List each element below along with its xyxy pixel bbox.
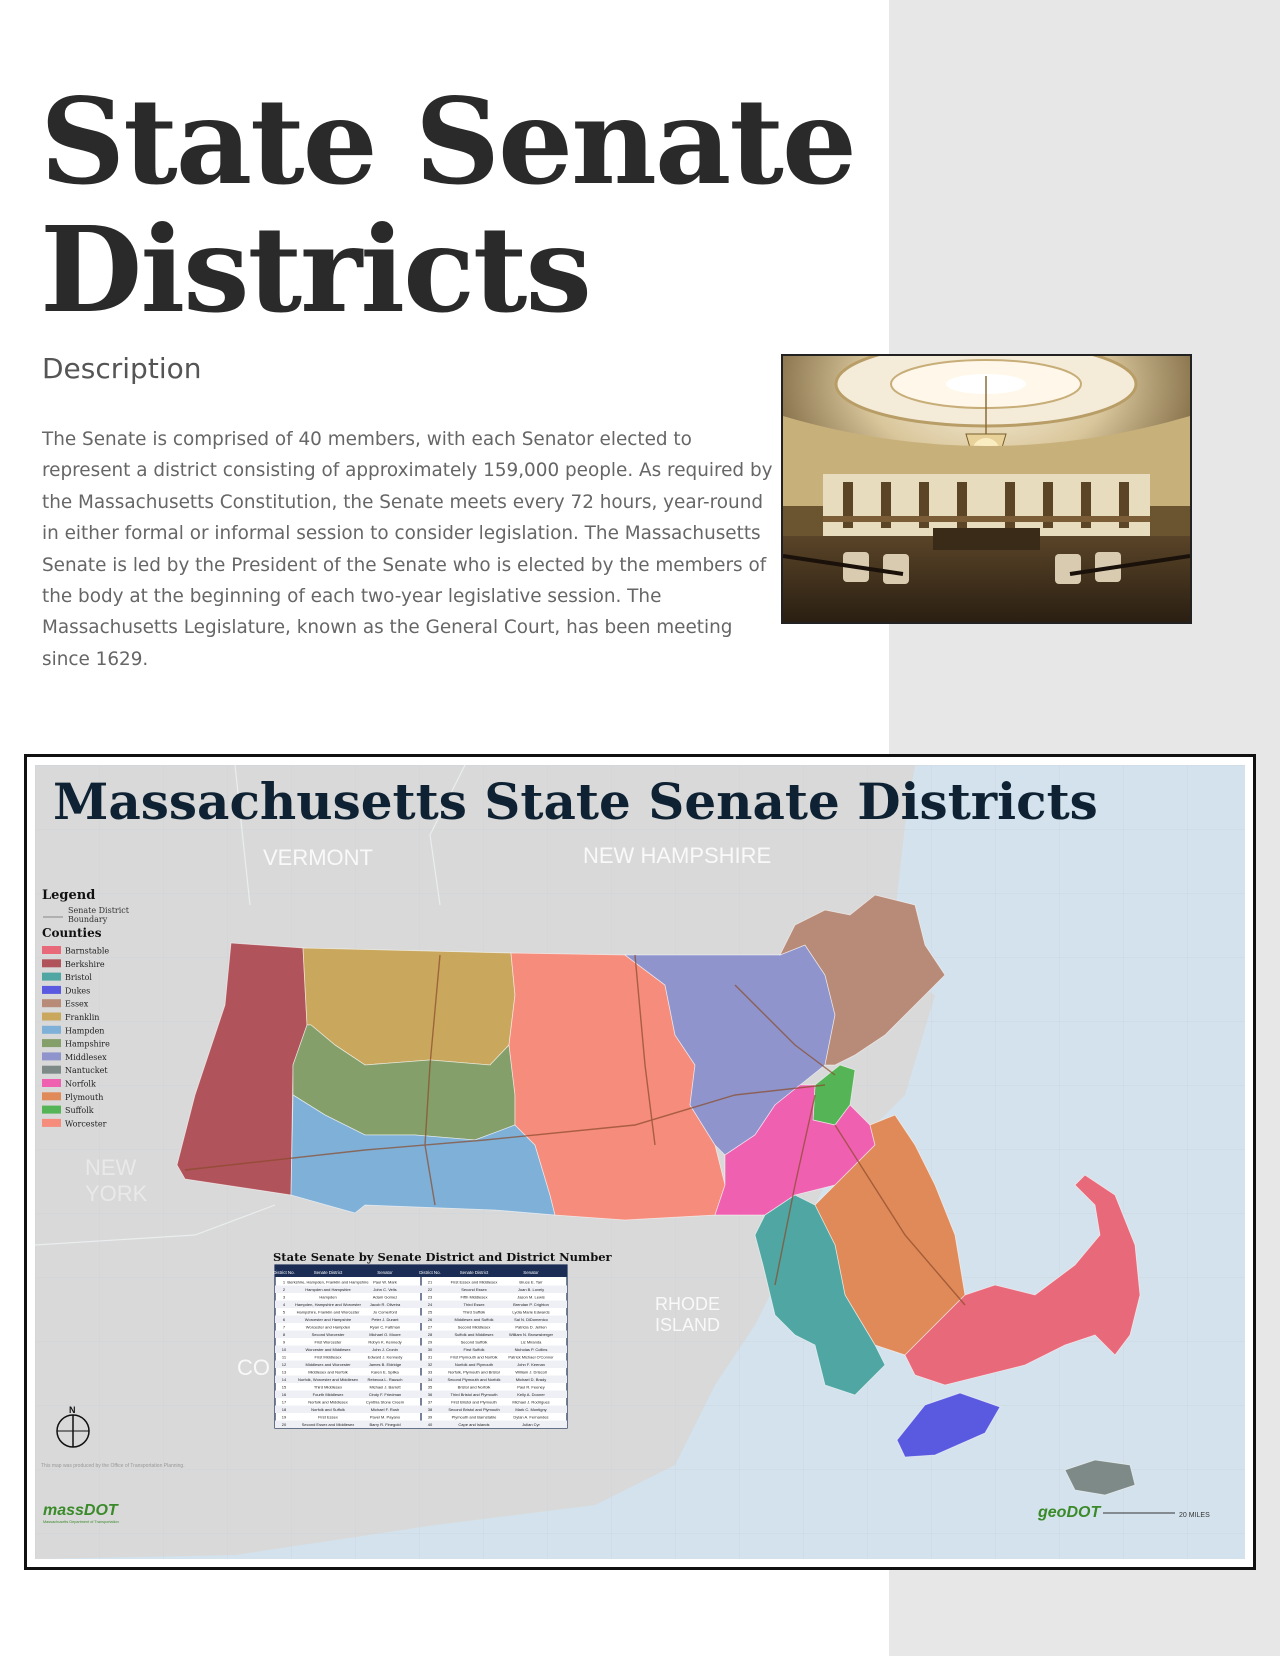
table-cell: Middlesex and Norfolk (308, 1369, 348, 1375)
table-cell: Edward J. Kennedy (367, 1354, 403, 1360)
legend-county-label: Norfolk (65, 1079, 96, 1089)
label-new-hampshire: NEW HAMPSHIRE (583, 843, 772, 868)
table-cell: Third Suffolk (462, 1309, 486, 1315)
table-cell: James B. Eldridge (368, 1362, 402, 1367)
label-rhode-island-2: ISLAND (655, 1315, 721, 1335)
north-label: N (69, 1405, 76, 1415)
table-cell: Bruce E. Tarr (519, 1279, 543, 1285)
table-cell: Ryan C. Fattman (369, 1324, 401, 1330)
table-cell: Brendan P. Crighton (513, 1302, 549, 1307)
table-cell: 27 (427, 1324, 433, 1330)
legend-county-label: Franklin (65, 1013, 100, 1022)
table-cell: Michael F. Rush (370, 1407, 400, 1412)
table-cell: Worcester and Hampden (305, 1324, 351, 1330)
table-cell: 2 (282, 1287, 286, 1292)
table-cell: Third Middlesex (313, 1384, 343, 1390)
table-cell: 6 (282, 1317, 286, 1322)
table-cell: Norfolk and Suffolk (311, 1407, 345, 1412)
senate-chamber-photo (781, 354, 1192, 624)
legend-swatch (42, 1079, 61, 1087)
table-cell: 12 (281, 1362, 287, 1367)
table-cell: Patricia D. Jehlen (515, 1324, 547, 1330)
table-cell: William N. Brownsberger (508, 1332, 554, 1337)
table-cell: First Middlesex (314, 1354, 342, 1360)
table-cell: 22 (427, 1287, 433, 1292)
table-header: Senator (523, 1270, 539, 1275)
table-cell: Berkshire, Hampden, Franklin and Hampshire (287, 1279, 369, 1285)
table-cell: Michael D. Brady (515, 1377, 547, 1382)
table-cell: 10 (281, 1347, 287, 1352)
table-cell: 37 (427, 1399, 433, 1405)
table-cell: Second Bristol and Plymouth (448, 1407, 500, 1412)
legend-swatch (42, 973, 61, 981)
table-cell: First Bristol and Plymouth (451, 1399, 497, 1405)
table-cell: Liz Miranda (520, 1339, 542, 1345)
legend-swatch (42, 946, 61, 954)
table-cell: Bristol and Norfolk (457, 1384, 491, 1390)
label-rhode-island-1: RHODE (655, 1294, 721, 1314)
legend-boundary-1: Senate District (68, 906, 129, 915)
table-cell: Jason M. Lewis (517, 1294, 545, 1300)
label-vermont: VERMONT (263, 845, 373, 870)
table-cell: Karen E. Spilka (371, 1369, 399, 1375)
legend-county-label: Barnstable (65, 946, 110, 956)
massdot-subtitle: Massachusetts Department of Transportation (43, 1520, 119, 1524)
table-cell: Cynthia Stone Creem (365, 1399, 405, 1405)
senate-table (273, 1250, 613, 1428)
table-cell: Cindy F. Friedman (368, 1392, 402, 1397)
table-cell: 11 (281, 1354, 287, 1360)
table-cell: Mark C. Montigny (515, 1407, 547, 1412)
table-cell: First Worcester (314, 1339, 342, 1345)
table-cell: 34 (427, 1377, 433, 1382)
table-cell: First Essex (318, 1414, 338, 1420)
table-cell: 8 (282, 1332, 286, 1337)
table-cell: Fourth Middlesex (312, 1392, 344, 1397)
legend-swatch (42, 1052, 61, 1060)
table-cell: Pavel M. Payano (369, 1414, 401, 1420)
table-cell: Michael O. Moore (369, 1332, 401, 1337)
table-cell: Second Essex (461, 1287, 487, 1292)
table-cell: 26 (427, 1317, 433, 1322)
legend-county-label: Nantucket (65, 1066, 108, 1076)
table-cell: Cape and Islands (458, 1422, 490, 1427)
table-cell: First Suffolk (463, 1347, 485, 1352)
legend-swatch (42, 1106, 61, 1114)
description-heading: Description (42, 352, 202, 385)
table-cell: Second Essex and Middlesex (301, 1422, 355, 1427)
table-cell: Peter J. Durant (371, 1317, 399, 1322)
legend-swatch (42, 1039, 61, 1047)
table-cell: Julian Cyr (522, 1422, 540, 1427)
table-cell: 15 (281, 1384, 287, 1390)
table-cell: 5 (282, 1309, 286, 1315)
table-cell: Joan B. Lovely (517, 1287, 545, 1292)
table-cell: 18 (281, 1407, 287, 1412)
map-frame (24, 754, 1256, 1570)
legend-swatch (42, 1066, 61, 1074)
table-cell: 36 (427, 1392, 433, 1397)
table-cell: Second Middlesex (457, 1324, 491, 1330)
table-cell: Norfolk and Middlesex (308, 1399, 348, 1405)
geodot-logo: geoDOT (1038, 1504, 1101, 1521)
table-cell: Suffolk and Middlesex (454, 1332, 494, 1337)
table-cell: Michael J. Rodrigues (512, 1399, 550, 1405)
legend-swatch (42, 1119, 61, 1127)
table-cell: Rebecca L. Rausch (367, 1377, 403, 1382)
legend-swatch (42, 1026, 61, 1034)
scale-label: 20 MILES (1179, 1512, 1210, 1519)
label-ny-partial-1: NEW (85, 1155, 137, 1180)
table-cell: 16 (281, 1392, 287, 1397)
label-ct-partial: CO (237, 1355, 270, 1380)
table-header: Senate District (459, 1270, 489, 1275)
table-cell: 28 (427, 1332, 433, 1337)
legend-swatch (42, 959, 61, 967)
table-cell: 31 (427, 1354, 433, 1360)
table-cell: Norfolk, Worcester and Middlesex (298, 1377, 358, 1382)
page-title-line1: State Senate (40, 72, 855, 211)
table-cell: 4 (282, 1302, 286, 1307)
table-cell: 40 (427, 1422, 433, 1427)
table-cell: First Plymouth and Norfolk (450, 1354, 498, 1360)
table-cell: 21 (427, 1279, 433, 1285)
table-cell: Robyn K. Kennedy (368, 1339, 402, 1345)
table-cell: Hampshire, Franklin and Worcester (296, 1309, 360, 1315)
table-cell: 23 (427, 1294, 433, 1300)
massdot-logo: massDOT (43, 1502, 118, 1519)
table-cell: Barry R. Finegold (369, 1422, 401, 1427)
table-cell: 30 (427, 1347, 433, 1352)
table-cell: Norfolk, Plymouth and Bristol (448, 1369, 500, 1375)
map-title: Massachusetts State Senate Districts (53, 772, 1098, 831)
legend-county-label: Worcester (65, 1119, 107, 1129)
legend-county-label: Hampden (65, 1026, 105, 1036)
table-cell: 9 (282, 1339, 286, 1345)
page-title (40, 72, 855, 339)
table-cell: Hampden and Hampshire (305, 1287, 351, 1292)
table-cell: Second Suffolk (460, 1339, 488, 1345)
legend-county-label: Plymouth (65, 1092, 104, 1102)
table-cell: Worcester and Hampshire (304, 1317, 352, 1322)
legend-county-label: Dukes (65, 986, 91, 996)
table-cell: Third Essex (463, 1302, 485, 1307)
table-cell: 33 (427, 1369, 433, 1375)
table-header: Senate District (313, 1270, 343, 1275)
table-title: State Senate by Senate District and District Number (273, 1250, 612, 1264)
table-cell: Hampden (319, 1294, 337, 1300)
legend-swatch (42, 986, 61, 994)
table-cell: Patrick Michael O'Connor (508, 1354, 554, 1360)
table-cell: John J. Cronin (372, 1347, 398, 1352)
table-header: District No. (273, 1270, 295, 1275)
table-cell: Norfolk and Plymouth (454, 1362, 494, 1367)
table-cell: 7 (282, 1324, 286, 1330)
label-ny-partial-2: YORK (85, 1181, 148, 1206)
description-text: The Senate is comprised of 40 members, with each Senator elected to represent a district consisting of approximately 159,000 people. As required by the Massachusetts Constitution, the Senate meets every 72 hours, year-round in either formal or informal session to consider legislation. The Massachusetts Senate is led by the President of the Senate who is elected by the members of the body at the beginning of each two-year legislative session. The Massachusetts Legislature, known as the General Court, has been meeting since 1629. (42, 429, 773, 670)
legend-title: Legend (42, 888, 96, 903)
table-cell: Middlesex and Worcester (305, 1362, 351, 1367)
legend-swatch (42, 1013, 61, 1021)
table-cell: 13 (281, 1369, 287, 1375)
table-cell: John C. Velis (373, 1287, 397, 1292)
table-cell: Second Worcester (311, 1332, 345, 1337)
table-cell: 39 (427, 1414, 433, 1420)
legend-county-label: Bristol (65, 973, 92, 983)
table-cell: 17 (281, 1399, 287, 1405)
table-cell: 38 (427, 1407, 433, 1412)
legend-boundary-2: Boundary (68, 915, 108, 924)
table-cell: 32 (427, 1362, 433, 1367)
table-cell: Second Plymouth and Norfolk (447, 1377, 501, 1382)
table-cell: 20 (281, 1422, 287, 1427)
table-cell: Middlesex and Suffolk (454, 1317, 494, 1322)
table-cell: 1 (282, 1279, 286, 1285)
table-cell: 19 (281, 1414, 287, 1420)
table-cell: Paul R. Feeney (517, 1384, 545, 1390)
credit-text: This map was produced by the Office of Transportation Planning. (41, 1463, 185, 1469)
ma-senate-map (35, 765, 1245, 1559)
table-cell: Nicholas P. Collins (514, 1347, 548, 1352)
table-cell: 35 (427, 1384, 433, 1390)
table-cell: Dylan A. Fernandes (513, 1414, 549, 1420)
table-cell: 29 (427, 1339, 433, 1345)
legend-swatch (42, 1092, 61, 1100)
table-cell: Hampden, Hampshire and Worcester (295, 1302, 361, 1307)
table-header: Senator (377, 1270, 393, 1275)
legend-county-label: Hampshire (65, 1039, 110, 1049)
table-cell: Kelly A. Dooner (517, 1392, 545, 1397)
legend-county-label: Middlesex (65, 1052, 107, 1062)
table-cell: John F. Keenan (517, 1362, 545, 1367)
table-header: District No. (419, 1270, 441, 1275)
table-cell: Lydia Marie Edwards (512, 1309, 550, 1315)
legend-county-label: Berkshire (65, 959, 105, 969)
table-cell: First Essex and Middlesex (450, 1279, 498, 1285)
table-cell: William J. Driscoll (515, 1369, 547, 1375)
table-cell: 25 (427, 1309, 433, 1315)
table-cell: Third Bristol and Plymouth (450, 1392, 498, 1397)
table-cell: Adam Gomez (372, 1294, 398, 1300)
table-cell: 24 (427, 1302, 433, 1307)
table-cell: Plymouth and Barnstable (451, 1414, 497, 1420)
table-cell: Michael J. Barrett (369, 1384, 401, 1390)
table-cell: Fifth Middlesex (460, 1294, 488, 1300)
table-cell: Worcester and Middlesex (305, 1347, 351, 1352)
table-cell: Sal N. DiDomenico (514, 1317, 548, 1322)
table-cell: 3 (282, 1294, 286, 1300)
legend-county-label: Essex (65, 999, 89, 1009)
table-cell: 14 (281, 1377, 287, 1382)
legend-counties-title: Counties (42, 926, 102, 940)
legend-swatch (42, 999, 61, 1007)
table-cell: Paul W. Mark (373, 1279, 397, 1285)
page-title-line2: Districts (40, 200, 590, 339)
legend-county-label: Suffolk (65, 1106, 94, 1116)
table-cell: Jo Comerford (372, 1309, 398, 1315)
table-cell: Jacob R. Oliveira (369, 1302, 401, 1307)
